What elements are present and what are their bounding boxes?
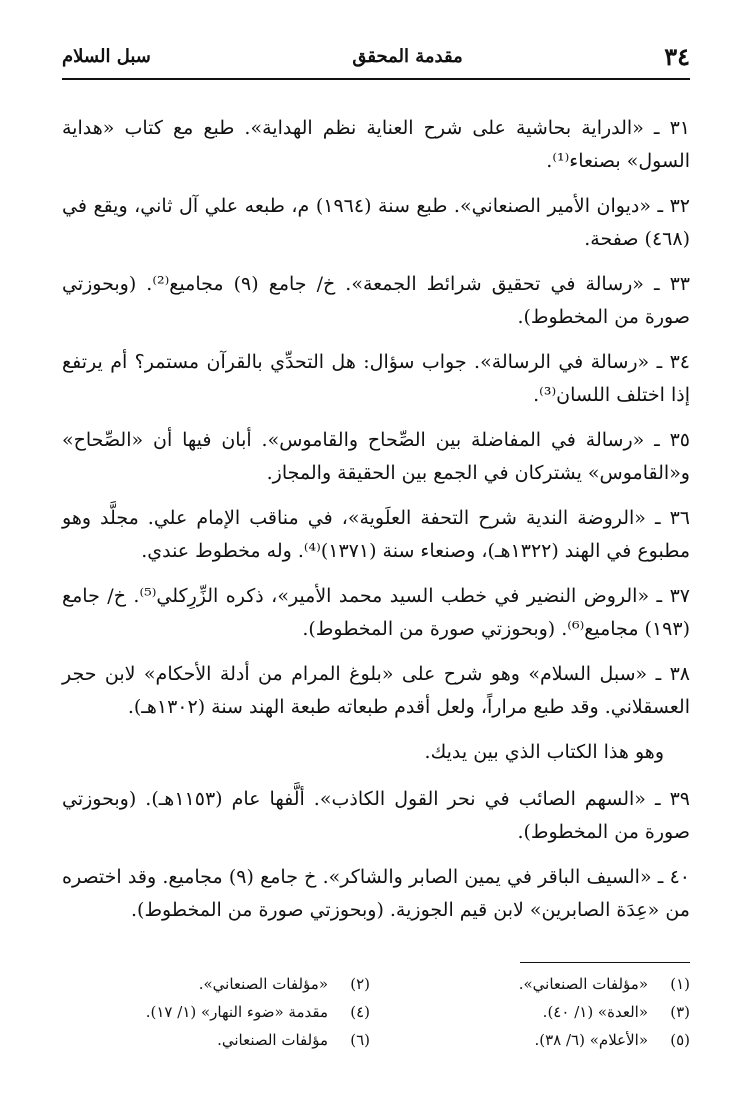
section-title: مقدمة المحقق (352, 45, 463, 67)
footnote (400, 1000, 690, 1024)
list-item: ٤٠ ـ «السيف الباقر في يمين الصابر والشاكر». خ جامع (٩) مجاميع. وقد اختصره من «عِدَة الصابرين» لابن قيم الجوزية. (وبحوزتي صورة من المخطوط). (62, 866, 690, 921)
footnote-number: (٤) (350, 1003, 370, 1021)
list-item: ٣٥ ـ «رسالة في المفاضلة بين الصِّحاح والقاموس». أبان فيها أن «الصِّحاح» و«القاموس» يشتركان في الجمع بين الحقيقة والمجاز. (62, 429, 690, 484)
footnote-number: (٣) (670, 1003, 690, 1021)
footnote (80, 972, 370, 996)
list-item: ٣٩ ـ «السهم الصائب في نحر القول الكاذب». ألَّفها عام (١١٥٣هـ). (وبحوزتي صورة من المخطوط). (62, 788, 690, 843)
footnote-number: (٥) (670, 1031, 690, 1049)
list-item: ٣٣ ـ «رسالة في تحقيق شرائط الجمعة». خ/ جامع (٩) مجاميع⁽²⁾. (وبحوزتي صورة من المخطوط). (62, 273, 691, 328)
list-item: ٣٨ ـ «سبل السلام» وهو شرح على «بلوغ المرام من أدلة الأحكام» لابن حجر العسقلاني. وقد طبع مراراً، ولعل أقدم طبعاته طبعة الهند سنة (١٣٠٢هـ). (62, 663, 690, 718)
footnote (80, 1000, 370, 1024)
footnote-text: مقدمة «ضوء النهار» (١/ ١٧). (145, 1003, 328, 1021)
footnotes (80, 972, 690, 1052)
footnote-text: «الأعلام» (٦/ ٣٨). (534, 1031, 648, 1049)
footnote-text: «مؤلفات الصنعاني». (198, 975, 328, 993)
footnote-number: (٦) (350, 1031, 370, 1049)
footnote (80, 1028, 370, 1052)
page-header (62, 38, 690, 74)
footnote-text: «مؤلفات الصنعاني». (518, 975, 648, 993)
list-item: ٣٦ ـ «الروضة الندية شرح التحفة العلَوية»، في مناقب الإمام علي. مجلَّد وهو مطبوع في الهند (١٣٢٢هـ)، وصنعاء سنة (١٣٧١)⁽⁴⁾. وله مخطوط عندي. (62, 507, 690, 562)
footnote-number: (٢) (350, 975, 370, 993)
book-title: سبل السلام (62, 45, 151, 67)
header-rule (62, 78, 690, 80)
footnote (400, 972, 690, 996)
list-item: ٣٧ ـ «الروض النضير في خطب السيد محمد الأمير»، ذكره الزِّرِكلي⁽⁵⁾. خ/ جامع (١٩٣) مجاميع⁽⁶⁾. (وبحوزتي صورة من المخطوط). (62, 585, 690, 640)
entries-list (62, 112, 690, 939)
page-number: ٣٤ (664, 41, 690, 71)
footnote (400, 1028, 690, 1052)
list-item: ٣١ ـ «الدراية بحاشية على شرح العناية نظم الهداية». طبع مع كتاب «هداية السول» بصنعاء⁽¹⁾. (62, 117, 690, 172)
footnote-number: (١) (670, 975, 690, 993)
list-item: ٣٤ ـ «رسالة في الرسالة». جواب سؤال: هل التحدِّي بالقرآن مستمر؟ أم يرتفع إذا اختلف اللسان⁽³⁾. (62, 351, 690, 406)
note-line: وهو هذا الكتاب الذي بين يديك. (424, 741, 664, 763)
footnote-text: مؤلفات الصنعاني. (217, 1031, 328, 1049)
footnote-rule (520, 962, 690, 963)
list-item: ٣٢ ـ «ديوان الأمير الصنعاني». طبع سنة (١٩٦٤) م، طبعه علي آل ثاني، ويقع في (٤٦٨) صفحة. (62, 195, 691, 250)
footnote-text: «العدة» (١/ ٤٠). (542, 1003, 648, 1021)
